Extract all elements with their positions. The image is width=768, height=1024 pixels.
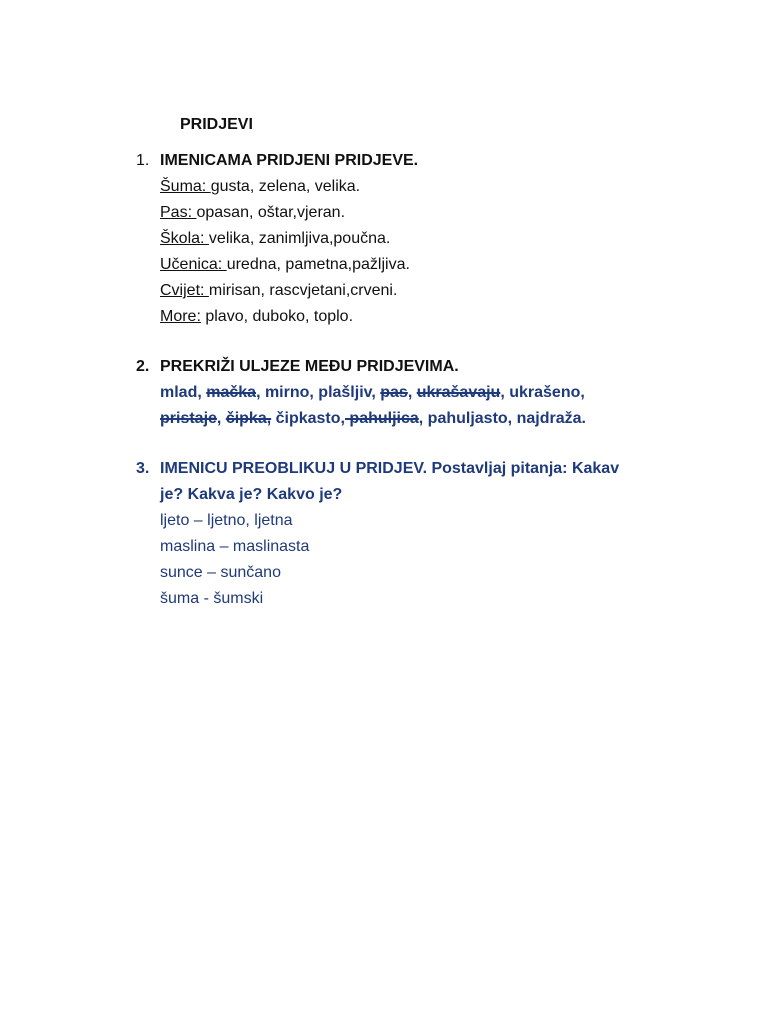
noun-adjective-row [160, 174, 360, 200]
crossed-word: ukrašavaju [416, 384, 501, 401]
noun-adjective-pair: sunce – sunčano [160, 564, 281, 581]
adjective-list: mirisan, rascvjetani,crveni. [208, 282, 398, 299]
word-line-2 [160, 406, 586, 432]
noun-label: Cvijet: [160, 282, 209, 299]
crossed-word: pristaje [160, 410, 217, 427]
adjective-list: velika, zanimljiva,poučna. [208, 230, 391, 247]
adjective-list: uredna, pametna,pažljiva. [226, 256, 410, 273]
exercise-1-heading: IMENICAMA PRIDJENI PRIDJEVE. [160, 152, 419, 169]
word: , [216, 410, 226, 427]
noun-adjective-pair: šuma - šumski [160, 590, 264, 607]
crossed-word: mačka [206, 384, 257, 401]
document-title: PRIDJEVI [180, 116, 253, 133]
crossed-word: čipka, [225, 410, 272, 427]
exercise-3-heading-line2: je? Kakva je? Kakvo je? [160, 486, 343, 503]
word: , [407, 384, 417, 401]
noun-adjective-row [160, 252, 410, 278]
noun-adjective-row [160, 304, 353, 330]
crossed-word: pas [380, 384, 408, 401]
noun-adjective-row [160, 226, 390, 252]
noun-label: More: [160, 308, 201, 325]
crossed-word: pahuljica [344, 410, 419, 427]
noun-adjective-pair: ljeto – ljetno, ljetna [160, 512, 293, 529]
noun-label: Škola: [160, 230, 209, 247]
noun-label: Šuma: [160, 178, 211, 195]
word: , ukrašeno, [500, 384, 585, 401]
word: , pahuljasto, najdraža. [418, 410, 586, 427]
adjective-list: plavo, duboko, toplo. [200, 308, 354, 325]
adjective-list: gusta, zelena, velika. [210, 178, 361, 195]
word-line-1 [160, 380, 585, 406]
word: čipkasto, [271, 410, 345, 427]
exercise-2-heading: PREKRIŽI ULJEZE MEĐU PRIDJEVIMA. [160, 358, 459, 375]
exercise-3-heading-line1: IMENICU PREOBLIKUJ U PRIDJEV. Postavljaj pitanja: Kakav [160, 460, 620, 477]
noun-label: Učenica: [160, 256, 227, 273]
word: , mirno, plašljiv, [256, 384, 381, 401]
exercise-2-number: 2. [136, 358, 150, 375]
adjective-list: opasan, oštar,vjeran. [196, 204, 346, 221]
noun-adjective-pair: maslina – maslinasta [160, 538, 310, 555]
noun-adjective-row [160, 278, 397, 304]
noun-label: Pas: [160, 204, 197, 221]
noun-adjective-row [160, 200, 345, 226]
exercise-3-number: 3. [136, 460, 150, 477]
word: mlad, [160, 384, 207, 401]
exercise-1-number: 1. [136, 152, 150, 169]
